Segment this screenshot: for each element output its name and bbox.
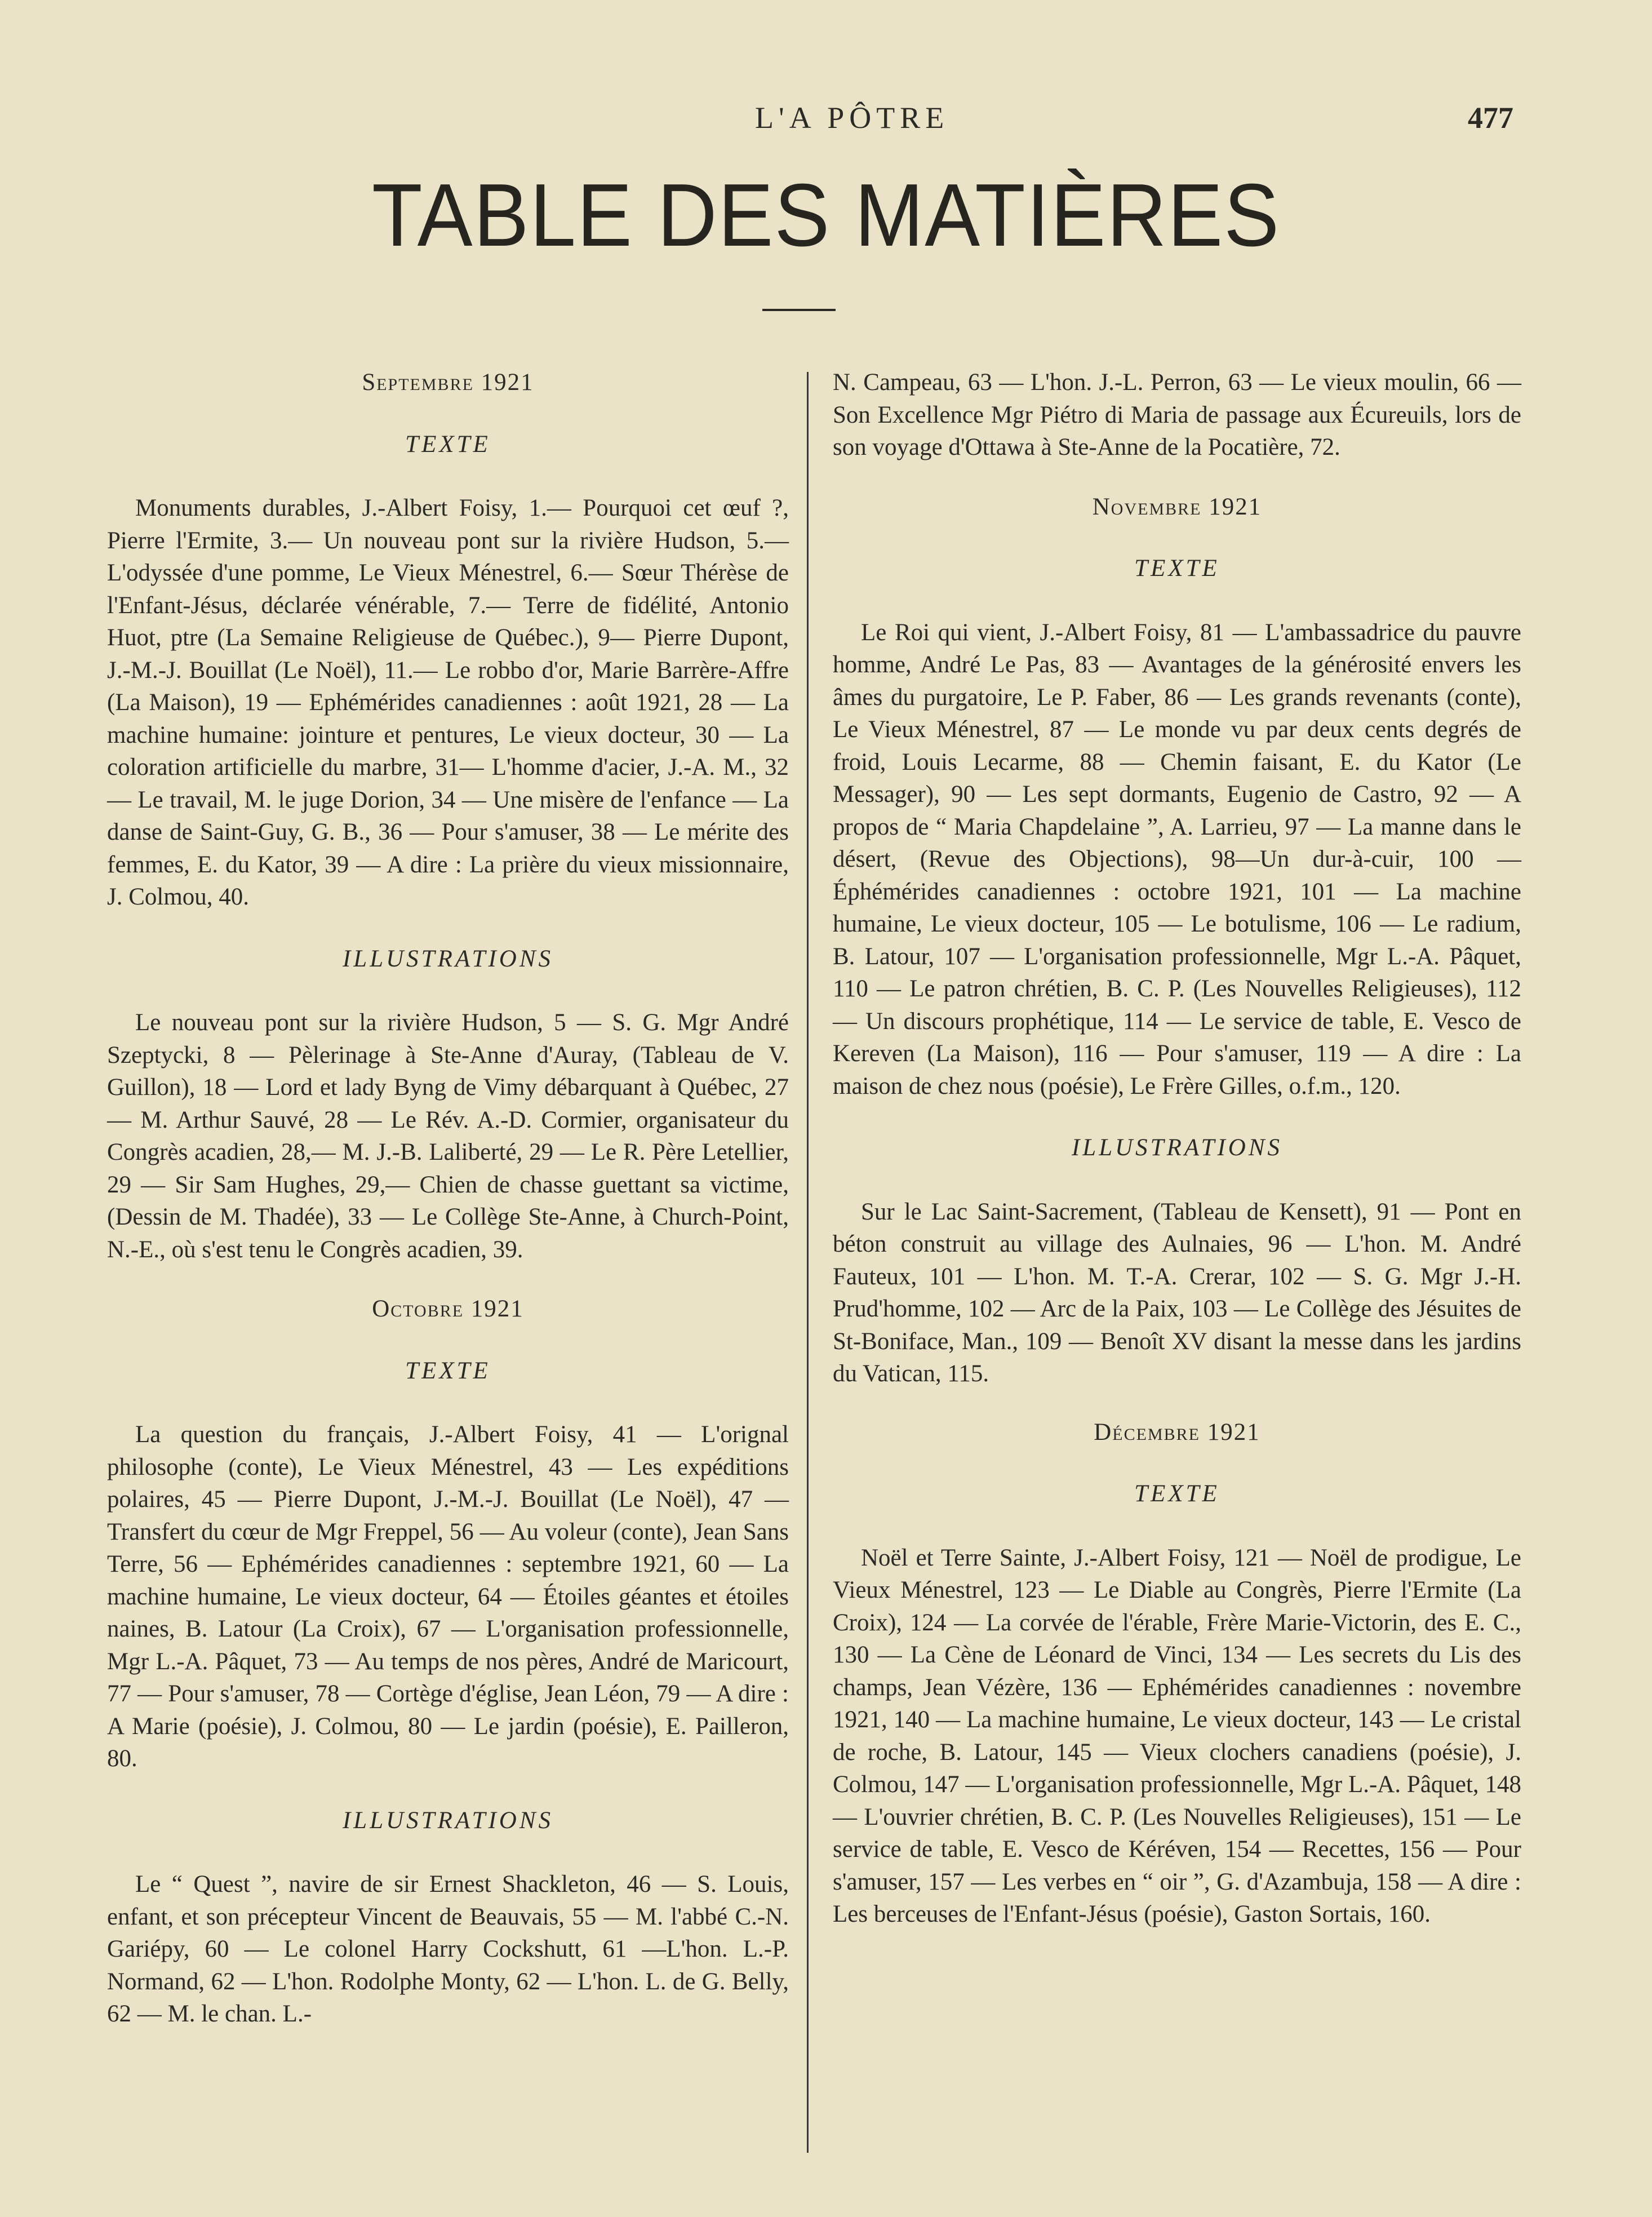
left-column	[107, 366, 789, 2056]
right-column	[833, 366, 1521, 1957]
entry-list-september-texte: Monuments durables, J.-Albert Foisy, 1.— Pourquoi cet œuf ?, Pierre l'Ermite, 3.— Un nouveau pont sur la rivière Hudson, 5.— L'odyssée d'une pomme, Le Vieux Ménestrel, 6.— Sœur Thérèse de l'Enfant-Jésus, déclarée vénérable, 7.— Terre de fidélité, Antonio Huot, ptre (La Semaine Religieuse de Québec.), 9— Pierre Dupont, J.-M.-J. Bouillat (Le Noël), 11.— Le robbo d'or, Marie Barrère-Affre (La Maison), 19 — Ephémérides canadiennes : août 1921, 28 — La machine humaine: jointure et pentures, Le vieux docteur, 30 — La coloration artificielle du marbre, 31— L'homme d'acier, J.-A. M., 32 — Le travail, M. le juge Dorion, 34 — Une misère de l'enfance — La danse de Saint-Guy, G. B., 36 — Pour s'amuser, 38 — Le mérite des femmes, E. du Kator, 39 — A dire : La prière du vieux missionnaire, J. Colmou, 40.	[107, 495, 789, 910]
title-divider	[762, 309, 836, 311]
month-heading-september: Septembre 1921	[362, 369, 534, 396]
section-heading-texte: TEXTE	[405, 1357, 491, 1384]
entry-list-september-illustrations: Le nouveau pont sur la rivière Hudson, 5 — S. G. Mgr André Szeptycki, 8 — Pèlerinage à Ste-Anne d'Auray, (Tableau de V. Guillon), 18 — Lord et lady Byng de Vimy débarquant à Québec, 27 — M. Arthur Sauvé, 28 — Le Rév. A.-D. Cormier, organisateur du Congrès acadien, 28,— M. J.-B. Laliberté, 29 — Le R. Père Letellier, 29 — Sir Sam Hughes, 29,— Chien de chasse guettant sa victime, (Dessin de M. Thadée), 33 — Le Collège Ste-Anne, à Church-Point, N.-E., où s'est tenu le Congrès acadien, 39.	[107, 1009, 789, 1263]
month-heading-december: Décembre 1921	[1094, 1418, 1260, 1446]
section-heading-illustrations: ILLUSTRATIONS	[1071, 1134, 1283, 1161]
entry-list-november-texte: Le Roi qui vient, J.-Albert Foisy, 81 — L'ambassadrice du pauvre homme, André Le Pas, 83 — Avantages de la générosité envers les âmes du purgatoire, Le P. Faber, 86 — Les grands revenants (conte), Le Vieux Ménestrel, 87 — Le monde vu par deux cents degrés de froid, Louis Lecarme, 88 — Chemin faisant, E. du Kator (Le Messager), 90 — Les sept dormants, Eugenio de Castro, 92 — A propos de “ Maria Chapdelaine ”, A. Larrieu, 97 — La manne dans le désert, (Revue des Objections), 98—Un dur-à-cuir, 100 — Éphémérides canadiennes : octobre 1921, 101 — La machine humaine, Le vieux docteur, 105 — Le botulisme, 106 — Le radium, B. Latour, 107 — L'organisation professionnelle, Mgr L.-A. Pâquet, 110 — Le patron chrétien, B. C. P. (Les Nouvelles Religieuses), 112 — Un discours prophétique, 114 — Le service de table, E. Vesco de Kereven (La Maison), 116 — Pour s'amuser, 119 — A dire : La maison de chez nous (poésie), Le Frère Gilles, o.f.m., 120.	[833, 619, 1521, 1099]
section-heading-texte: TEXTE	[1134, 1480, 1220, 1507]
running-title: L'A PÔTRE	[755, 101, 949, 135]
section-heading-texte: TEXTE	[1134, 555, 1220, 582]
month-heading-november: Novembre 1921	[1092, 493, 1262, 520]
section-heading-illustrations: ILLUSTRATIONS	[342, 1807, 554, 1834]
section-heading-illustrations: ILLUSTRATIONS	[342, 945, 554, 972]
page-title: TABLE DES MATIÈRES	[371, 166, 1281, 265]
column-divider	[807, 372, 809, 2153]
entry-list-october-illustrations-continued: N. Campeau, 63 — L'hon. J.-L. Perron, 63 — Le vieux moulin, 66 — Son Excellence Mgr Piétro di Maria de passage aux Écureuils, lors de son voyage d'Ottawa à Ste-Anne de la Pocatière, 72.	[833, 369, 1521, 460]
running-head	[0, 100, 1652, 145]
entry-list-october-texte: La question du français, J.-Albert Foisy, 41 — L'orignal philosophe (conte), Le Vieux Ménestrel, 43 — Les expéditions polaires, 45 — Pierre Dupont, J.-M.-J. Bouillat (Le Noël), 47 — Transfert du cœur de Mgr Freppel, 56 — Au voleur (conte), Jean Sans Terre, 56 — Ephémérides canadiennes : septembre 1921, 60 — La machine humaine, Le vieux docteur, 64 — Étoiles géantes et étoiles naines, B. Latour (La Croix), 67 — L'organisation professionnelle, Mgr L.-A. Pâquet, 73 — Au temps de nos pères, André de Maricourt, 77 — Pour s'amuser, 78 — Cortège d'église, Jean Léon, 79 — A dire : A Marie (poésie), J. Colmou, 80 — Le jardin (poésie), E. Pailleron, 80.	[107, 1421, 789, 1772]
entry-list-november-illustrations: Sur le Lac Saint-Sacrement, (Tableau de Kensett), 91 — Pont en béton construit au village des Aulnaies, 96 — L'hon. M. André Fauteux, 101 — L'hon. M. T.-A. Crerar, 102 — S. G. Mgr J.-H. Prud'homme, 102 — Arc de la Paix, 103 — Le Collège des Jésuites de St-Boniface, Man., 109 — Benoît XV disant la messe dans les jardins du Vatican, 115.	[833, 1198, 1521, 1387]
entry-list-december-texte: Noël et Terre Sainte, J.-Albert Foisy, 121 — Noël de prodigue, Le Vieux Ménestrel, 123 — Le Diable au Congrès, Pierre l'Ermite (La Croix), 124 — La corvée de l'érable, Frère Marie-Victorin, des E. C., 130 — La Cène de Léonard de Vinci, 134 — Les secrets du Lis des champs, Jean Vézère, 136 — Ephémérides canadiennes : novembre 1921, 140 — La machine humaine, Le vieux docteur, 143 — Le cristal de roche, B. Latour, 145 — Vieux clochers canadiens (poésie), J. Colmou, 147 — L'organisation professionnelle, Mgr L.-A. Pâquet, 148 — L'ouvrier chrétien, B. C. P. (Les Nouvelles Religieuses), 151 — Le service de table, E. Vesco de Kéréven, 154 — Recettes, 156 — Pour s'amuser, 157 — Les verbes en “ oir ”, G. d'Azambuja, 158 — A dire : Les berceuses de l'Enfant-Jésus (poésie), Gaston Sortais, 160.	[833, 1544, 1521, 1927]
section-heading-texte: TEXTE	[405, 431, 491, 458]
entry-list-october-illustrations: Le “ Quest ”, navire de sir Ernest Shackleton, 46 — S. Louis, enfant, et son précepteur Vincent de Beauvais, 55 — M. l'abbé C.-N. Gariépy, 60 — Le colonel Harry Cockshutt, 61 —L'hon. L.-P. Normand, 62 — L'hon. Rodolphe Monty, 62 — L'hon. L. de G. Belly, 62 — M. le chan. L.-	[107, 1871, 789, 2027]
month-heading-october: Octobre 1921	[372, 1296, 524, 1322]
page-number: 477	[1468, 101, 1513, 135]
